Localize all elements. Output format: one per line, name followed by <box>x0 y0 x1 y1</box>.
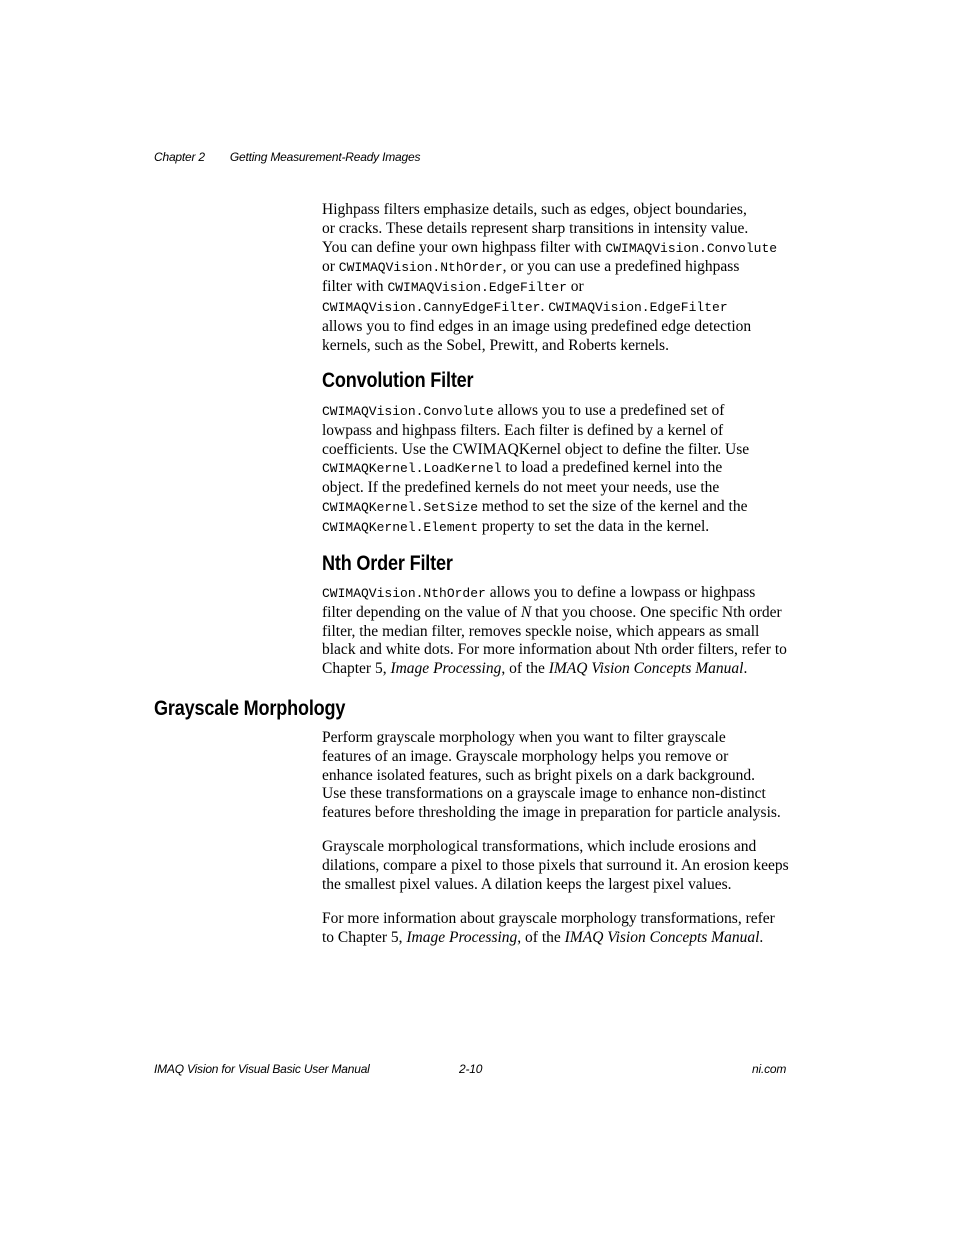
text-run: . <box>743 660 748 678</box>
italic-term: IMAQ Vision Concepts Manual <box>548 660 744 678</box>
grayscale-paragraph-3 <box>322 910 788 948</box>
text-line: Use these transformations on a grayscale image to enhance non-distinct <box>322 785 766 803</box>
header-chapter: Chapter 2 <box>154 150 205 164</box>
text-line: the smallest pixel values. A dilation keeps the largest pixel values. <box>322 875 732 893</box>
code-term: CWIMAQVision.EdgeFilter <box>548 299 728 315</box>
text-run: allows you to define a lowpass or highpass <box>485 584 756 601</box>
text-line: filter, the median filter, removes speckle noise, which appears as small <box>322 622 760 640</box>
text-run: property to set the data in the kernel. <box>478 517 710 535</box>
italic-term: IMAQ Vision Concepts Manual <box>564 928 760 946</box>
text-line <box>322 498 788 518</box>
convolution-paragraph <box>322 402 788 538</box>
text-line <box>322 518 788 538</box>
text-line: coefficients. Use the CWIMAQKernel object to define the filter. Use <box>322 440 750 458</box>
nth-order-paragraph <box>322 584 788 679</box>
text-run: to load a predefined kernel into the <box>501 459 723 477</box>
italic-term: Image Processing <box>390 660 502 678</box>
text-run: method to set the size of the kernel and the <box>478 497 748 515</box>
running-header <box>154 150 420 164</box>
text-line: Perform grayscale morphology when you want to filter grayscale <box>322 729 726 746</box>
nth-order-heading: Nth Order Filter <box>322 552 453 575</box>
text-line <box>322 929 788 948</box>
text-line <box>322 258 788 278</box>
text-run: or <box>322 258 339 276</box>
text-line: features of an image. Grayscale morphology helps you remove or <box>322 747 729 765</box>
code-term: CWIMAQVision.CannyEdgeFilter <box>322 299 541 315</box>
code-term: CWIMAQVision.EdgeFilter <box>387 280 567 296</box>
code-term: CWIMAQVision.Convolute <box>322 404 494 419</box>
text-run: allows you to use a predefined set of <box>493 402 725 419</box>
text-run: Chapter 5, <box>322 660 391 678</box>
code-term: CWIMAQVision.NthOrder <box>338 260 503 276</box>
text-line: black and white dots. For more information about Nth order filters, refer to <box>322 641 787 659</box>
code-term: CWIMAQVision.Convolute <box>605 240 778 256</box>
text-line: kernels, such as the Sobel, Prewitt, and Roberts kernels. <box>322 336 669 354</box>
italic-term: Image Processing <box>406 928 518 946</box>
highpass-paragraph <box>322 201 788 355</box>
text-run: or <box>566 278 584 296</box>
text-line: lowpass and highpass filters. Each filter is defined by a kernel of <box>322 421 724 439</box>
code-term: CWIMAQVision.NthOrder <box>322 586 486 601</box>
text-run: , of the <box>501 660 549 678</box>
text-line: Highpass filters emphasize details, such as edges, object boundaries, <box>322 201 747 218</box>
text-line <box>322 402 788 422</box>
text-line <box>322 239 788 259</box>
grayscale-morphology-heading: Grayscale Morphology <box>154 697 346 720</box>
text-run: filter depending on the value of <box>322 603 521 621</box>
text-run: , of the <box>517 928 565 946</box>
text-line: features before thresholding the image in preparation for particle analysis. <box>322 804 781 822</box>
footer-page-number: 2-10 <box>459 1062 483 1076</box>
text-run: , or you can use a predefined highpass <box>502 258 740 276</box>
text-run: to Chapter 5, <box>322 928 407 946</box>
text-run: filter with <box>322 278 388 296</box>
text-line: or cracks. These details represent sharp transitions in intensity value. <box>322 219 749 237</box>
text-line: For more information about grayscale morphology transformations, refer <box>322 910 775 927</box>
convolution-heading: Convolution Filter <box>322 369 474 392</box>
text-line <box>322 584 788 604</box>
text-line: Grayscale morphological transformations, which include erosions and <box>322 838 757 855</box>
code-term: CWIMAQKernel.LoadKernel <box>322 461 502 477</box>
text-line <box>322 298 788 318</box>
text-line <box>322 604 788 623</box>
text-run: that you choose. One specific Nth order <box>531 603 782 621</box>
code-term: CWIMAQKernel.Element <box>322 519 479 535</box>
text-line: dilations, compare a pixel to those pixels that surround it. An erosion keeps <box>322 856 789 874</box>
text-run: . <box>540 297 549 315</box>
text-line <box>322 660 788 679</box>
text-line: object. If the predefined kernels do not meet your needs, use the <box>322 479 720 497</box>
grayscale-paragraph-1 <box>322 729 788 823</box>
italic-term: N <box>520 603 532 621</box>
text-line <box>322 278 788 298</box>
header-title: Getting Measurement-Ready Images <box>229 150 421 164</box>
footer-manual-title: IMAQ Vision for Visual Basic User Manual <box>154 1062 370 1076</box>
text-line <box>322 459 788 479</box>
text-run: . <box>759 928 764 946</box>
grayscale-paragraph-2 <box>322 838 788 894</box>
text-line: allows you to find edges in an image using predefined edge detection <box>322 317 752 335</box>
text-run: You can define your own highpass filter with <box>322 238 606 256</box>
text-line: enhance isolated features, such as bright pixels on a dark background. <box>322 766 755 784</box>
code-term: CWIMAQKernel.SetSize <box>322 499 479 515</box>
footer-site-link[interactable]: ni.com <box>752 1062 787 1076</box>
